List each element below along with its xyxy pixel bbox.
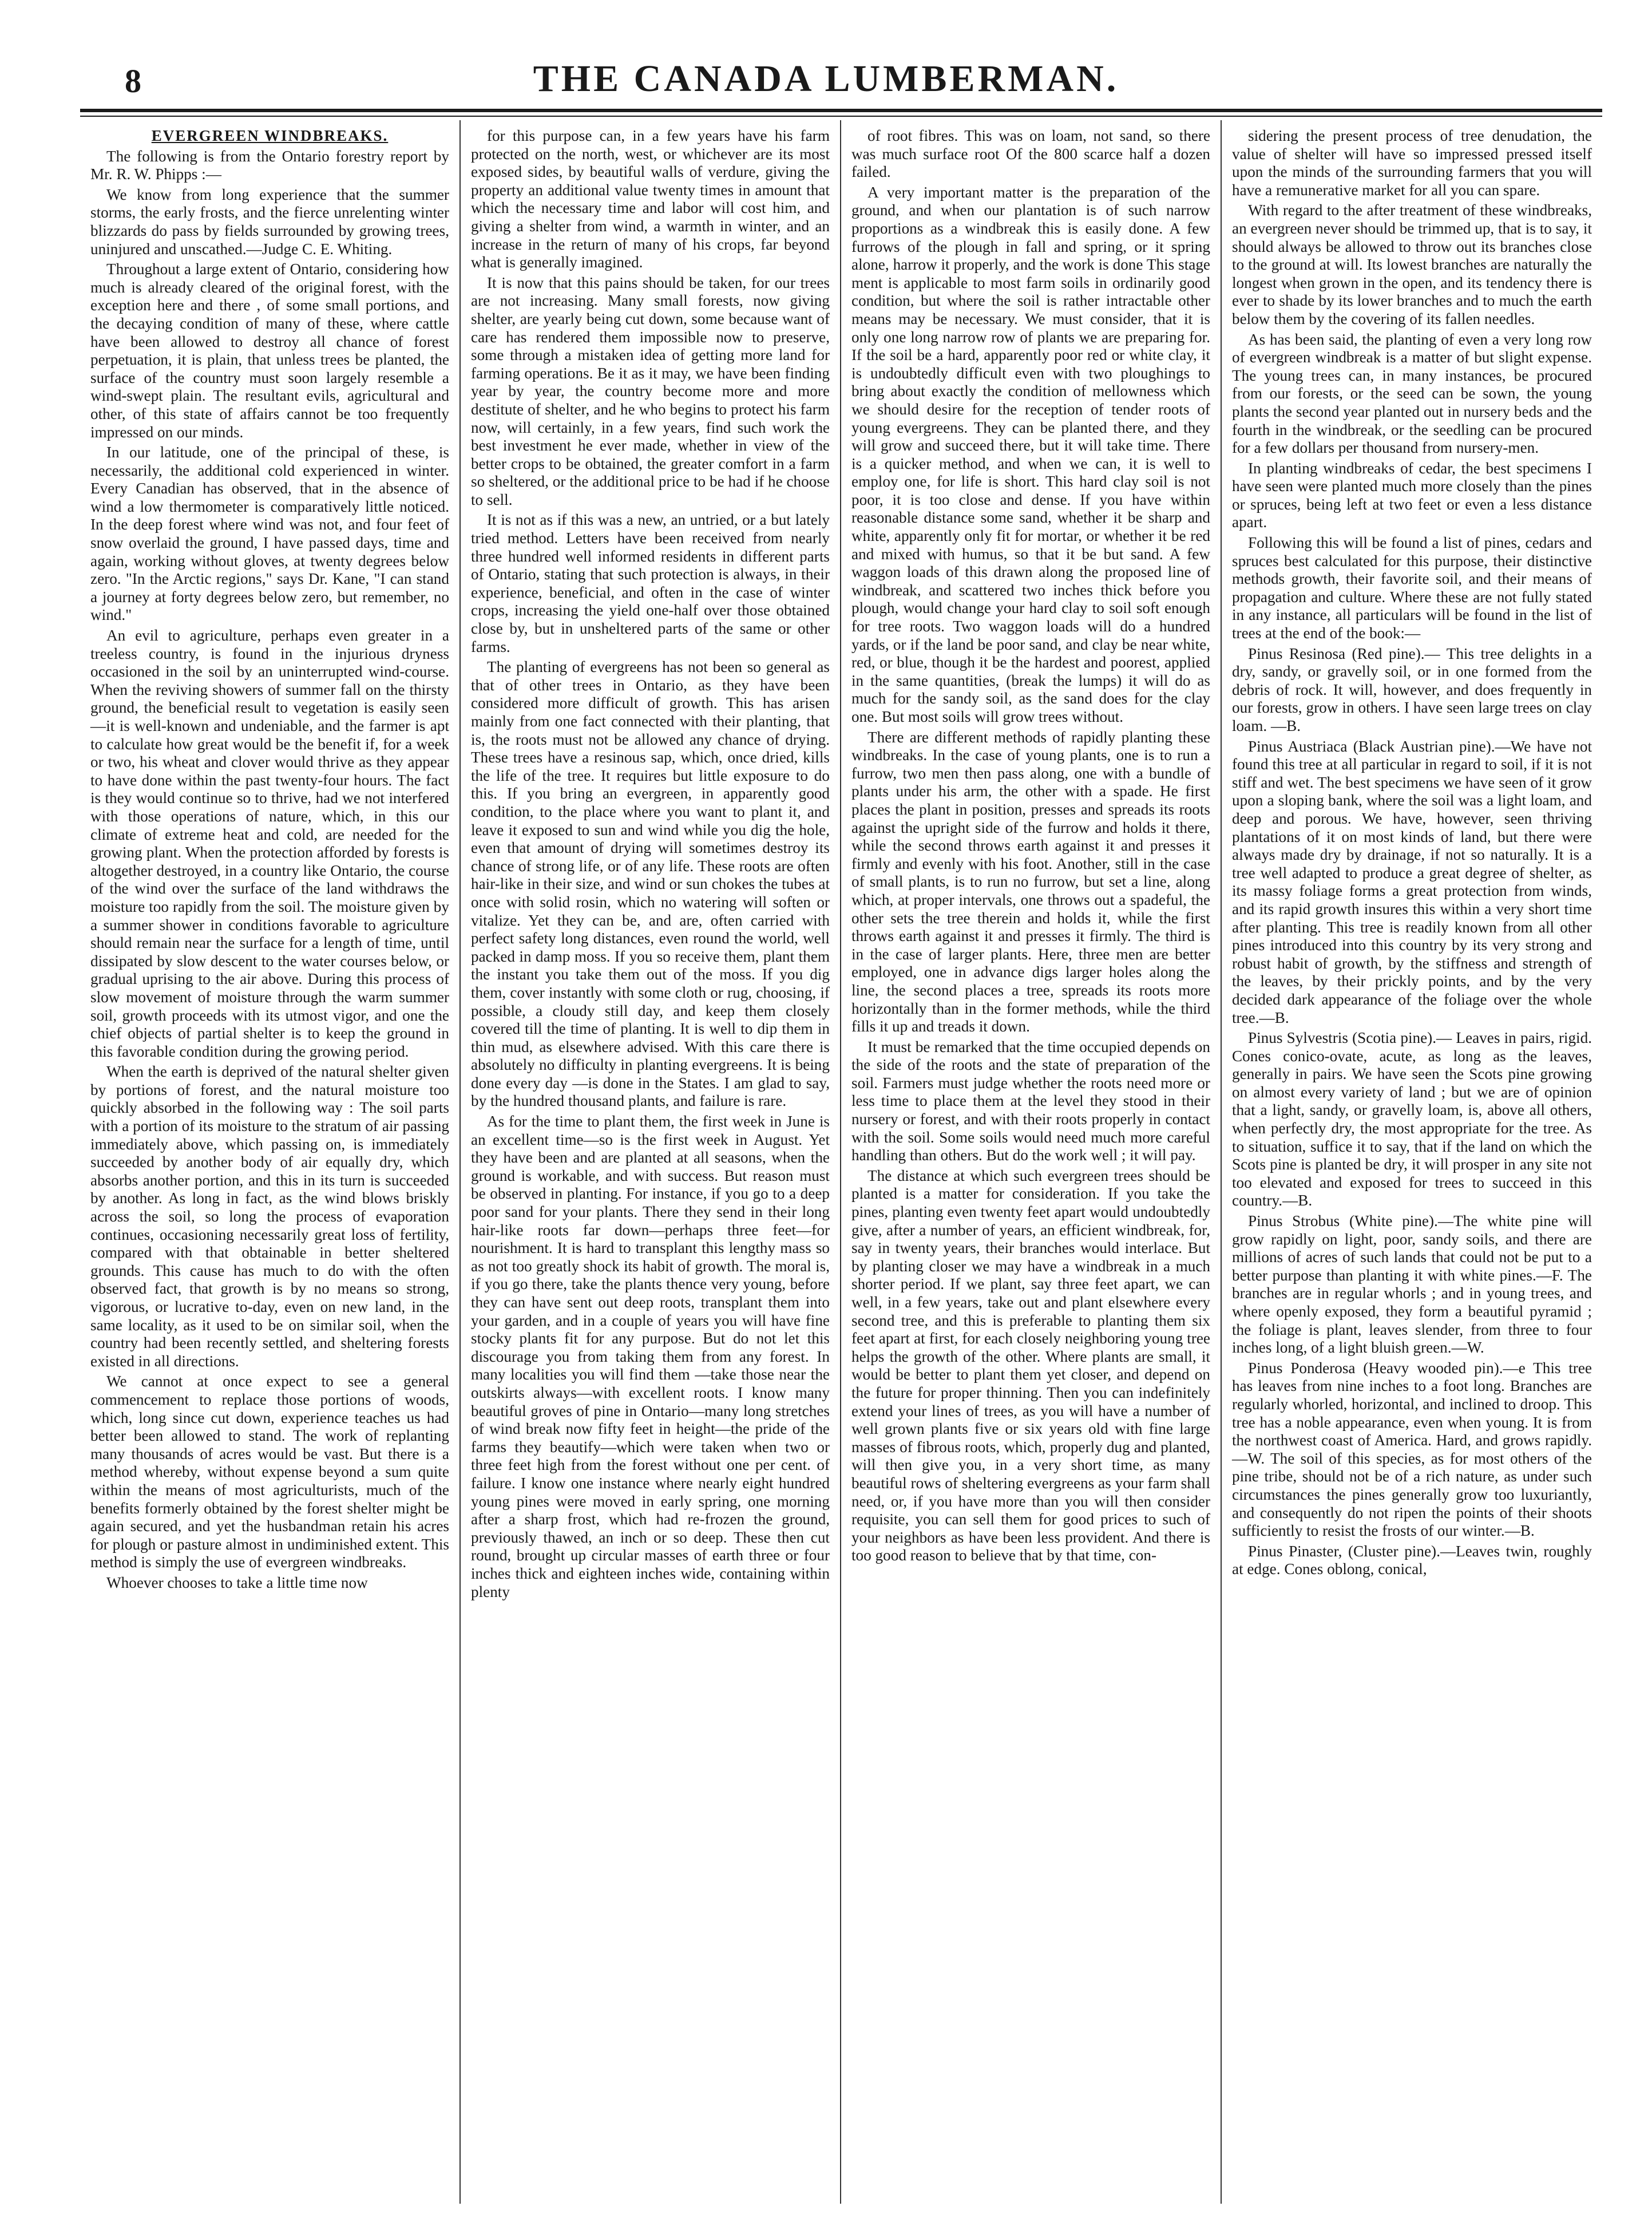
masthead-title: THE CANADA LUMBERMAN. <box>533 58 1119 100</box>
paragraph: Throughout a large extent of Ontario, considering how much is already cleared of the original forest, with the exception here and there , of some small portions, and the decaying condition of many of these, where cattle have been allowed to destroy all chance of forest perpetuation, it is plain, that unless trees be planted, the surface of the country must soon largely resemble a wind-swept plain. The resultant evils, agricultural and other, of this state of affairs cannot be too frequently impressed on our minds. <box>90 260 449 441</box>
paragraph: Pinus Austriaca (Black Austrian pine).—We have not found this tree at all particular in regard to soil, if it is not stiff and wet. The best specimens we have seen of it grow upon a sloping bank, where the soil was a light loam, and deep and porous. We have, however, seen thriving plantations of it on most kinds of land, but there were always made dry by drainage, if not so naturally. It is a tree well adapted to produce a great degree of shelter, as its massy foliage forms a great protection from winds, and its rapid growth insures this within a very short time after planting. This tree is readily known from all other pines introduced into this country by its very strong and robust habit of growth, by the stiffness and strength of the leaves, by their prickly points, and by the very decided dark appearance of the foliage over the whole tree.—B. <box>1232 737 1592 1026</box>
article-columns <box>80 120 1602 2204</box>
paragraph: Pinus Strobus (White pine).—The white pine will grow rapidly on light, poor, sandy soils, and there are millions of acres of such lands that could not be put to a better purpose than planting it with white pines.—F. The branches are in regular whorls ; and in young trees, and where openly exposed, they form a beautiful pyramid ; the foliage is plant, leaves slender, from three to four inches long, of a light bluish green.—W. <box>1232 1212 1592 1357</box>
paragraph: for this purpose can, in a few years have his farm protected on the north, west, or whichever are its most exposed sides, by beautiful walls of verdure, giving the property an additional value twenty times in amount that which the necessary time and labor will cost him, and giving a shelter from wind, a warmth in winter, and an increase in the return of many of his crops, far beyond what is generally imagined. <box>471 127 830 271</box>
paragraph: Whoever chooses to take a little time now <box>106 1573 368 1591</box>
paragraph: We cannot at once expect to see a general commencement to replace those portions of woods, which, long since cut down, experience teaches us had better been allowed to stand. The work of replanting many thousands of acres would be vast. But there is a method whereby, without expense beyond a sum quite within the means of most agriculturists, much of the benefits formerly obtained by the forest shelter might be again secured, and yet the husbandman retain his acres for plough or pasture almost in undiminished extent. This method is simply the use of evergreen windbreaks. <box>90 1373 449 1571</box>
paragraph: Pinus Ponderosa (Heavy wooded pin).—e This tree has leaves from nine inches to a foot long. Branches are regularly whorled, horizontal, and inclined to droop. This tree has a noble appearance, even when young. It is from the northwest coast of America. Hard, and grows rapidly.—W. The soil of this species, as for most others of the pine tribe, should not be of a rich nature, as under such circumstances the pines generally grow too luxuriantly, and consequently do not ripen the points of their shoots sufficiently to resist the frosts of our winter.—B. <box>1232 1359 1592 1540</box>
paragraph: The distance at which such evergreen trees should be planted is a matter for consideration. If you take the pines, planting even twenty feet apart would undoubtedly give, after a number of years, an efficient windbreak, for, say in twenty years, their branches would interlace. But by planting closer we may have a windbreak in a much shorter period. If we plant, say three feet apart, we can well, in a few years, take out and plant elsewhere every second tree, and this is preferable to planting them six feet apart at first, for each closely neighboring young tree helps the growth of the other. Where plants are small, it would be better to plant them yet closer, and depend on the future for proper thinning. Then you can indefinitely extend your lines of trees, as you will have a number of well grown plants five or six years old with fine large masses of fibrous roots, which, properly dug and planted, will then give you, in a very short time, as many beautiful rows of sheltering evergreens as your farm shall need, or, if you have more than you will then consider requisite, you can sell them for good prices to such of your neighbors as have been less provident. And there is too good reason to believe that by that time, con- <box>851 1167 1210 1564</box>
column-1 <box>80 120 461 2204</box>
paragraph: When the earth is deprived of the natural shelter given by portions of forest, and the natural moisture too quickly absorbed in the following way : The soil parts with a portion of its moisture to the stratum of air passing immediately above, which passing on, is immediately succeeded by another body of air equally dry, which absorbs another portion, and this in its turn is succeeded by another. As long in fact, as the wind blows briskly across the soil, so long the process of evaporation continues, occasioning necessarily great loss of fertility, compared with that obtainable in better sheltered grounds. This cause has much to do with the often observed fact, that growth is by no means so strong, vigorous, or lucrative to-day, even on new land, in the same locality, as it used to be on similar soil, when the country had been recently settled, and sheltering forests existed in all directions. <box>90 1063 449 1370</box>
column-4 <box>1222 120 1602 2204</box>
paragraph: It is not as if this was a new, an untried, or a but lately tried method. Letters have been received from nearly three hundred well informed residents in different parts of Ontario, stating that such protection is always, in their experience, beneficial, and often in the case of winter crops, increasing the yield one-half over those obtained close by, but in unsheltered parts of the same or other farms. <box>471 511 830 655</box>
article-headline: EVERGREEN WINDBREAKS. <box>151 127 389 144</box>
paragraph: There are different methods of rapidly planting these windbreaks. In the case of young plants, one is to run a furrow, two men then pass along, one with a bundle of plants under his arm, the other with a spade. He first places the plant in position, presses and spreads its roots against the upright side of the furrow and holds it there, while the second throws earth against it and presses it firmly and evenly with his foot. Another, still in the case of small plants, is to run no furrow, but set a line, along which, at proper intervals, one throws out a spadeful, the other sets the tree therein and holds it, while the first throws earth against it and presses it firmly. The third is in the case of larger plants. Here, three men are better employed, one in advance digs larger holes along the line, the second places a tree, spreads its roots more horizontally than in the former methods, while the third fills it up and treads it down. <box>851 728 1210 1035</box>
paragraph: It is now that this pains should be taken, for our trees are not increasing. Many small forests, now giving shelter, are yearly being cut down, some because want of care has rendered them impossible now to preserve, some through a mistaken idea of getting more land for farming operations. Be it as it may, we have been finding year by year, the country become more and more destitute of shelter, and he who begins to protect his farm now, will certainly, in a few years, find such work the best investment he ever made, whether in view of the better crops to be obtained, the greater comfort in a farm so sheltered, or the additional price to be had if he choose to sell. <box>471 274 830 508</box>
paragraph: The planting of evergreens has not been so general as that of other trees in Ontario, as they have been considered more difficult of growth. This has arisen mainly from one fact connected with their planting, that is, the roots must not be allowed any chance of drying. These trees have a resinous sap, which, once dried, kills the life of the tree. It requires but little exposure to do this. If you bring an evergreen, in apparently good condition, to the place where you want to plant it, and leave it exposed to sun and wind while you dig the hole, even that amount of drying will sometimes destroy its chance of strong life, or of any life. These roots are often hair-like in their size, and wind or sun chokes the tubes at once with solid rosin, which no watering will soften or vitalize. Yet they can be, and are, often carried with perfect safety long distances, even round the world, well packed in damp moss. If you so receive them, plant them the instant you take them out of the moss. If you dig them, cover instantly with some cloth or rug, choosing, if possible, a cloudy still day, and keep them closely covered till the time of planting. It is well to dip them in thin mud, as elsewhere advised. With this care there is absolutely no difficulty in planting evergreens. It is being done every day —is done in the States. I am glad to say, by the hundred thousand plants, and failure is rare. <box>471 658 830 1110</box>
paragraph: A very important matter is the preparation of the ground, and when our plantation is of such narrow proportions as a windbreak this is easily done. A few furrows of the plough in fall and spring, or it spring alone, harrow it properly, and the work is done This stage ment is applicable to most farm soils in ordinarily good condition, but where the soil is rather intractable other means may be necessary. We must consider, that it is only one long narrow row of plants we are preparing for. If the soil be a hard, apparently poor red or white clay, it is undoubtedly difficult even with two ploughings to bring about exactly the condition of mellowness which we should desire for the reception of tender roots of young evergreens. They can be planted there, and they will grow and succeed there, but it will take time. There is a quicker method, and when we can, it is well to employ one, for life is short. This hard clay soil is not poor, it is too close and dense. If you have within reasonable distance some sand, whether it be sharp and white, apparently only fit for mortar, or whether it be red and mixed with humus, so that it be but sand. A few waggon loads of this drawn along the proposed line of windbreak, and scattered two inches thick before you plough, would change your hard clay to soil soft enough for tree roots. Two waggon loads will do a hundred yards, or if the land be poor sand, and clay be near white, red, or blue, though it be the hardest and poorest, applied in the same quantities, (break the lumps) it will do as much for the sandy soil, as the sand does for the clay one. But most soils will grow trees without. <box>851 183 1210 725</box>
paragraph: An evil to agriculture, perhaps even greater in a treeless country, is found in the injurious dryness occasioned in the soil by an uninterrupted wind-course. When the reviving showers of summer fall on the thirsty ground, the beneficial result to vegetation is easily seen —it is well-known and undeniable, and the farmer is apt to calculate how great would be the benefit if, for a week or two, his wheat and clover would thrive as they appear to have done within the past twenty-four hours. The fact is they would continue so to thrive, had we not interfered with those operations of nature, which, in this our climate of extreme heat and cold, are needed for the growing plant. When the protection afforded by forests is altogether destroyed, in a country like Ontario, the course of the wind over the surface of the land withdraws the moisture too rapidly from the soil. The moisture given by a summer shower in conditions favorable to agriculture should remain near the surface for a length of time, until dissipated by slow descent to the water courses below, or gradual uprising to the air above. During this process of slow movement of moisture through the warm summer soil, growth proceeds with its utmost vigor, and one the chief objects of partial shelter is to keep the ground in this favorable condition during the growing period. <box>90 627 449 1060</box>
paragraph: Pinus Resinosa (Red pine).— This tree delights in a dry, sandy, or gravelly soil, or in one formed from the debris of rock. It will, however, and does frequently in our forests, grow in others. I have seen large trees on clay loam. —B. <box>1232 645 1592 734</box>
paragraph: Following this will be found a list of pines, cedars and spruces best calculated for this purpose, their distinctive methods growth, their favorite soil, and their means of propagation and culture. Where these are not fully stated in any instance, all particulars will be found in the list of trees at the end of the book:— <box>1232 534 1592 642</box>
column-3 <box>841 120 1222 2204</box>
paragraph: Pinus Sylvestris (Scotia pine).— Leaves in pairs, rigid. Cones conico-ovate, acute, as long as the leaves, generally in pairs. We have seen the Scots pine growing on almost every variety of land ; but we are of opinion that a light, sandy, or gravelly loam, is, above all others, when perfectly dry, the most appropriate for the tree. As to situation, suffice it to say, that if the land on which the Scots pine is planted be dry, it will prosper in any site not too elevated and exposed for trees to succeed in this country.—B. <box>1232 1029 1592 1209</box>
masthead-rule <box>80 109 1602 112</box>
paragraph: In our latitude, one of the principal of these, is necessarily, the additional cold experienced in winter. Every Canadian has observed, that in the absence of wind a low thermometer is comparatively little noticed. In the deep forest where wind was not, and four feet of snow overlaid the ground, I have passed days, time and again, working without gloves, at twenty degrees below zero. "In the Arctic regions," says Dr. Kane, "I can stand a journey at forty degrees below zero, but remember, no wind." <box>90 444 449 624</box>
paragraph: It must be remarked that the time occupied depends on the side of the roots and the state of preparation of the soil. Farmers must judge whether the roots need more or less time to place them at the level they stood in their nursery or forest, and with their roots properly in contact with the soil. Some soils would need much more careful handling than others. But do the work well ; it will pay. <box>851 1038 1210 1164</box>
column-2 <box>461 120 841 2204</box>
paragraph: The following is from the Ontario forestry report by Mr. R. W. Phipps :— <box>90 147 449 183</box>
paragraph: In planting windbreaks of cedar, the best specimens I have seen were planted much more closely than the pines or spruces, being left at two feet or even a less distance apart. <box>1232 459 1592 531</box>
paragraph: As has been said, the planting of even a very long row of evergreen windbreak is a matter of but slight expense. The young trees can, in many instances, be procured from our forests, or the seed can be sown, the young plants the second year planted out in nursery beds and the fourth in the windbreak, or the seedling can be procured for a few dollars per thousand from nursery-men. <box>1232 330 1592 457</box>
paragraph: As for the time to plant them, the first week in June is an excellent time—so is the first week in August. Yet they have been and are planted at all seasons, when the ground is workable, and with success. But reason must be observed in planting. For instance, if you go to a deep poor sand for your plants. There they send in their long hair-like roots far down—perhaps three feet—for nourishment. It is hard to transplant this lengthy mass so as not too greatly shock its habit of growth. The moral is, if you go there, take the plants thence very young, before they can have sent out deep roots, transplant them into your garden, and in a couple of years you will have fine stocky plants fit for any purpose. But do not let this discourage you from taking them from any forest. In many localities you will find them —take those near the outskirts always—with excellent roots. I know many beautiful groves of pine in Ontario—many long stretches of wind break now fifty feet in height—the pride of the farms they beautify—which were taken when two or three feet high from the forest without one per cent. of failure. I know one instance where nearly eight hundred young pines were moved in early spring, one morning after a sharp frost, which had re-frozen the ground, previously thawed, an inch or so deep. These then cut round, brought up circular masses of earth three or four inches thick and eighteen inches wide, containing within plenty <box>471 1113 830 1600</box>
masthead-rule-thin <box>80 116 1602 117</box>
paragraph: sidering the present process of tree denudation, the value of shelter will have so impressed pressed itself upon the minds of the surrounding farmers that you will have a remunerative market for all you can spare. <box>1232 127 1592 199</box>
paragraph: Pinus Pinaster, (Cluster pine).—Leaves twin, roughly at edge. Cones oblong, conical, <box>1232 1542 1592 1578</box>
page-number: 8 <box>125 62 141 100</box>
paragraph: We know from long experience that the summer storms, the early frosts, and the fierce unrelenting winter blizzards do pass by fields surrounded by growing trees, uninjured and unscathed.—Judge C. E. Whiting. <box>90 185 449 258</box>
paragraph: With regard to the after treatment of these windbreaks, an evergreen never should be trimmed up, that is to say, it should always be allowed to throw out its branches close to the ground at will. Its lowest branches are naturally the longest when grown in the open, and its tendency there is ever to shade by its lower branches and to much the earth below them by the covering of its fallen needles. <box>1232 201 1592 327</box>
paragraph: of root fibres. This was on loam, not sand, so there was much surface root Of the 800 scarce half a dozen failed. <box>851 127 1210 181</box>
